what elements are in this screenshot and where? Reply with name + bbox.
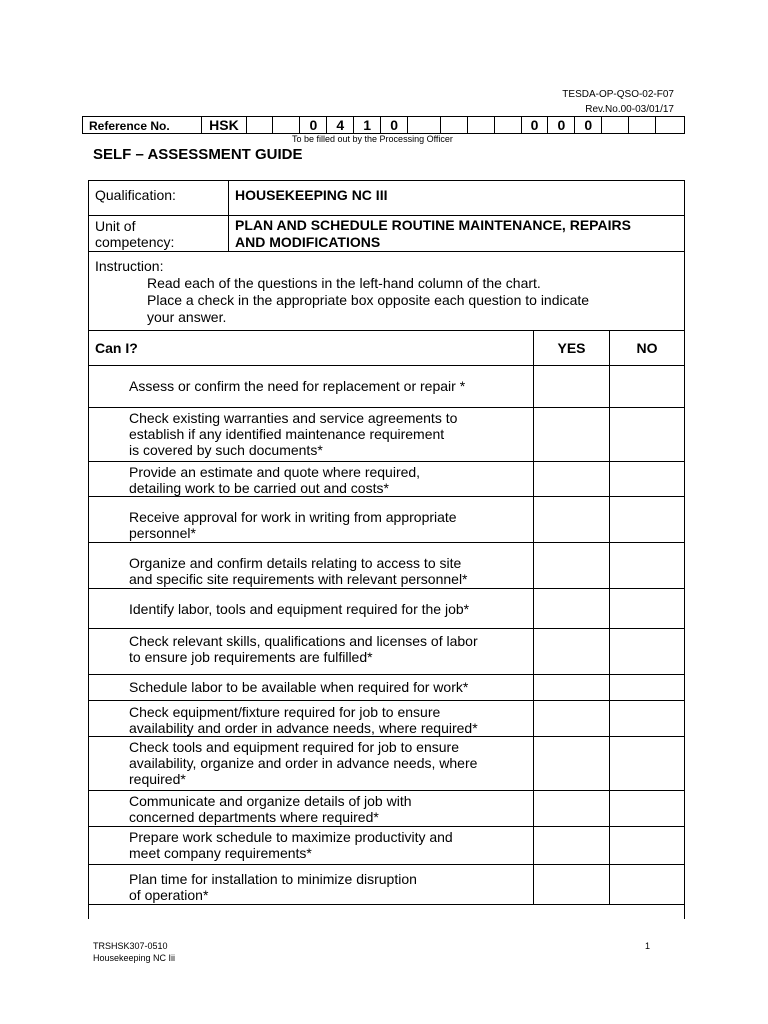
question-text-line: establish if any identified maintenance requirement [129, 426, 445, 442]
reference-cell: 1 [354, 117, 381, 133]
question-text-line: Check tools and equipment required for job to ensure [129, 739, 459, 755]
question-text [129, 871, 417, 903]
question-text-line: Check equipment/fixture required for job to ensure [129, 704, 441, 720]
bullet-icon [95, 509, 129, 541]
bullet-icon [95, 739, 129, 787]
question-text-line: is covered by such documents* [129, 442, 323, 458]
question-text-line: Plan time for installation to minimize disruption [129, 871, 417, 887]
checklist-question [89, 543, 534, 589]
unit-value-line: PLAN AND SCHEDULE ROUTINE MAINTENANCE, REPAIRS [235, 217, 631, 233]
question-text-line: of operation* [129, 887, 209, 903]
checklist-row [89, 701, 685, 737]
question-text-line: Communicate and organize details of job with [129, 793, 412, 809]
yes-checkbox[interactable] [534, 408, 610, 462]
no-checkbox[interactable] [610, 366, 685, 408]
qualification-value: HOUSEKEEPING NC III [229, 181, 685, 216]
reference-cell: 0 [522, 117, 549, 133]
column-header-no: NO [610, 331, 685, 366]
reference-cell: 4 [327, 117, 354, 133]
checklist-row [89, 791, 685, 827]
document-title: SELF – ASSESSMENT GUIDE [93, 146, 303, 163]
question-text [129, 378, 465, 394]
checklist-blank-row [89, 905, 685, 919]
checklist-question [89, 589, 534, 629]
question-text-line: and specific site requirements with relevant personnel* [129, 571, 468, 587]
question-text [129, 555, 468, 587]
checklist-row [89, 629, 685, 675]
question-text-line: Check relevant skills, qualifications and licenses of labor [129, 633, 478, 649]
bullet-icon [111, 275, 127, 292]
no-checkbox[interactable] [610, 701, 685, 737]
reference-cell: 0 [381, 117, 408, 133]
checklist-question [89, 462, 534, 497]
checklist-row [89, 543, 685, 589]
checklist-row [89, 497, 685, 543]
bullet-icon [95, 601, 129, 617]
instruction-text: Read each of the questions in the left-hand column of the chart. [147, 275, 541, 291]
question-text-line: Receive approval for work in writing from appropriate [129, 509, 457, 525]
self-assessment-checklist [88, 330, 685, 919]
yes-checkbox[interactable] [534, 827, 610, 865]
checklist-question [89, 629, 534, 675]
reference-cell [273, 117, 300, 133]
unit-label [89, 216, 229, 252]
unit-label-line: competency: [95, 234, 175, 250]
checklist-row [89, 408, 685, 462]
footer-qualification: Housekeeping NC Iii [93, 953, 176, 963]
question-text-line: Assess or confirm the need for replacement or repair * [129, 378, 466, 394]
checklist-row [89, 827, 685, 865]
instruction-item [95, 292, 678, 309]
checklist-row [89, 366, 685, 408]
question-text [129, 829, 453, 861]
question-text-line: required* [129, 771, 186, 787]
checklist-question [89, 791, 534, 827]
yes-checkbox[interactable] [534, 791, 610, 827]
instruction-item-continued [95, 309, 678, 326]
checklist-question [89, 366, 534, 408]
question-text [129, 739, 477, 787]
column-header-yes: YES [534, 331, 610, 366]
revision-number: Rev.No.00-03/01/17 [585, 104, 674, 115]
question-text [129, 679, 468, 695]
yes-checkbox[interactable] [534, 366, 610, 408]
yes-checkbox[interactable] [534, 629, 610, 675]
instruction-text: your answer. [147, 309, 227, 325]
question-text-line: Provide an estimate and quote where required, [129, 464, 421, 480]
reference-cell [247, 117, 274, 133]
checklist-question [89, 737, 534, 791]
reference-cell: HSK [202, 117, 246, 133]
unit-label-line: Unit of [95, 218, 136, 234]
reference-cell [468, 117, 495, 133]
bullet-spacer [111, 309, 127, 326]
checklist-body [89, 366, 685, 919]
unit-value [229, 216, 685, 252]
question-text-line: availability and order in advance needs, where required* [129, 720, 478, 736]
reference-number-row [82, 116, 685, 134]
question-text-line: concerned departments where required* [129, 809, 379, 825]
bullet-icon [95, 464, 129, 496]
yes-checkbox[interactable] [534, 701, 610, 737]
question-text-line: availability, organize and order in advance needs, where [129, 755, 478, 771]
bullet-icon [95, 378, 129, 394]
checklist-row [89, 675, 685, 701]
question-text-line: Schedule labor to be available when required for work* [129, 679, 469, 695]
bullet-icon [95, 679, 129, 695]
no-checkbox[interactable] [610, 827, 685, 865]
instruction-item [95, 275, 678, 292]
question-text [129, 509, 457, 541]
reference-cell [408, 117, 441, 133]
yes-checkbox[interactable] [534, 462, 610, 497]
page-number: 1 [645, 941, 651, 951]
bullet-icon [95, 410, 129, 458]
column-header-question: Can I? [89, 331, 534, 366]
bullet-icon [95, 871, 129, 903]
qualification-table [88, 180, 685, 331]
reference-cell: 0 [300, 117, 327, 133]
bullet-icon [95, 633, 129, 665]
question-text-line: to ensure job requirements are fulfilled* [129, 649, 373, 665]
bullet-icon [95, 829, 129, 861]
instruction-heading: Instruction: [95, 258, 164, 274]
question-text [129, 464, 420, 496]
bullet-icon [95, 704, 129, 736]
unit-value-line: AND MODIFICATIONS [235, 234, 381, 250]
footer-form-code: TRSHSK307-0510 [93, 941, 168, 951]
bullet-icon [95, 555, 129, 587]
no-checkbox[interactable] [610, 865, 685, 905]
reference-label: Reference No. [83, 117, 202, 133]
question-text-line: detailing work to be carried out and costs* [129, 480, 389, 496]
checklist-row [89, 865, 685, 905]
question-text [129, 704, 478, 736]
question-text-line: meet company requirements* [129, 845, 312, 861]
checklist-question [89, 497, 534, 543]
checklist-question [89, 827, 534, 865]
instruction-block [89, 252, 685, 331]
reference-cell [656, 117, 684, 133]
yes-checkbox[interactable] [534, 675, 610, 701]
no-checkbox[interactable] [610, 462, 685, 497]
question-text-line: Identify labor, tools and equipment required for the job* [129, 601, 470, 617]
yes-checkbox[interactable] [534, 737, 610, 791]
question-text [129, 793, 412, 825]
question-text-line: Check existing warranties and service agreements to [129, 410, 458, 426]
no-checkbox[interactable] [610, 408, 685, 462]
checklist-row [89, 462, 685, 497]
reference-cell: 0 [575, 117, 602, 133]
no-checkbox[interactable] [610, 543, 685, 589]
reference-cell: 0 [548, 117, 575, 133]
no-checkbox[interactable] [610, 791, 685, 827]
bullet-icon [95, 793, 129, 825]
reference-cell [495, 117, 522, 133]
bullet-icon [111, 292, 127, 309]
checklist-question [89, 701, 534, 737]
no-checkbox[interactable] [610, 675, 685, 701]
yes-checkbox[interactable] [534, 497, 610, 543]
checklist-row [89, 737, 685, 791]
reference-cell [441, 117, 468, 133]
question-text [129, 601, 469, 617]
no-checkbox[interactable] [610, 737, 685, 791]
checklist-question [89, 408, 534, 462]
document-code: TESDA-OP-QSO-02-F07 [562, 89, 674, 100]
yes-checkbox[interactable] [534, 589, 610, 629]
yes-checkbox[interactable] [534, 865, 610, 905]
question-text [129, 633, 478, 665]
reference-cell [602, 117, 629, 133]
no-checkbox[interactable] [610, 589, 685, 629]
checklist-question [89, 865, 534, 905]
instruction-text: Place a check in the appropriate box opposite each question to indicate [147, 292, 590, 308]
checklist-row [89, 589, 685, 629]
checklist-question [89, 675, 534, 701]
question-text-line: personnel* [129, 525, 196, 541]
qualification-label: Qualification: [89, 181, 229, 216]
processing-officer-note: To be filled out by the Processing Officer [292, 134, 453, 144]
reference-cell [629, 117, 656, 133]
question-text-line: Organize and confirm details relating to access to site [129, 555, 462, 571]
yes-checkbox[interactable] [534, 543, 610, 589]
no-checkbox[interactable] [610, 497, 685, 543]
no-checkbox[interactable] [610, 629, 685, 675]
blank-cell [89, 905, 685, 919]
question-text-line: Prepare work schedule to maximize productivity and [129, 829, 453, 845]
question-text [129, 410, 457, 458]
checklist-header-row [89, 331, 685, 366]
